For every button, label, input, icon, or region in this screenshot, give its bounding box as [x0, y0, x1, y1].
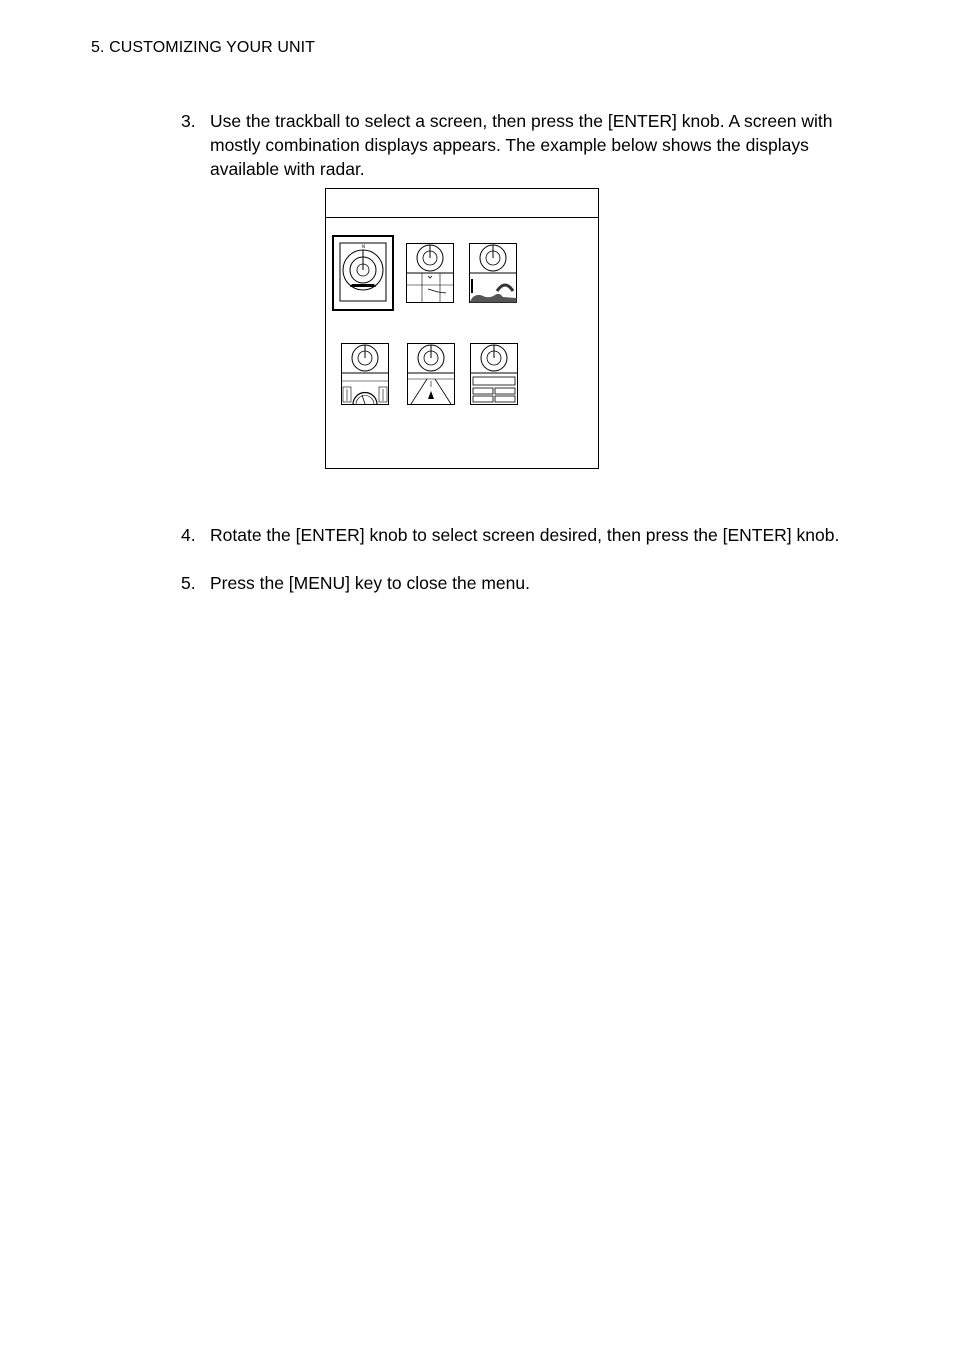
radar-data-boxes-icon [470, 343, 518, 405]
screen-option-radar-highway[interactable] [407, 343, 455, 405]
step-number: 4. [181, 525, 196, 545]
radar-sounder-icon [469, 243, 517, 303]
step-number: 5. [181, 573, 196, 593]
screen-option-radar-data-boxes[interactable] [470, 343, 518, 405]
radar-full-icon [334, 237, 392, 309]
step-text: Use the trackball to select a screen, then press the [ENTER] knob. A screen with mostly combination displays appears. The example below shows the displays available with radar. [210, 111, 833, 179]
radar-highway-icon [407, 343, 455, 405]
screen-option-radar-full[interactable] [332, 235, 394, 311]
page-header: 5. CUSTOMIZING YOUR UNIT [91, 39, 316, 56]
step-text: Press the [MENU] key to close the menu. [210, 573, 530, 593]
svg-text:N: N [362, 244, 365, 249]
step-number: 3. [181, 111, 196, 131]
screen-option-radar-plotter[interactable] [406, 243, 454, 303]
screen-select-window [325, 188, 599, 469]
radar-plotter-icon [406, 243, 454, 303]
screen-option-radar-nav-gauges[interactable] [341, 343, 389, 405]
radar-nav-gauges-icon [341, 343, 389, 405]
window-title-bar-divider [326, 217, 598, 218]
step-text: Rotate the [ENTER] knob to select screen desired, then press the [ENTER] knob. [210, 525, 840, 545]
screen-option-radar-sounder[interactable] [469, 243, 517, 303]
